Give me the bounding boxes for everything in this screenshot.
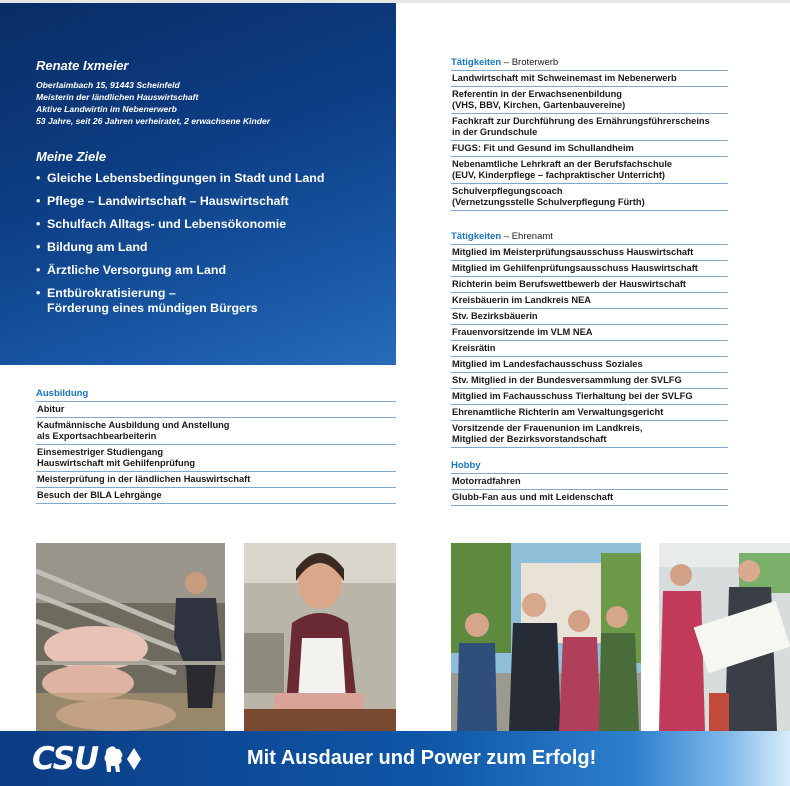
table-row: Mitglied im Fachausschuss Tierhaltung bei der SVLFG bbox=[451, 389, 728, 405]
ausbildung-table bbox=[36, 388, 396, 504]
broterwerb-heading-text: Tätigkeiten bbox=[451, 57, 502, 68]
profile-address: Oberlaimbach 15, 91443 Scheinfeld bbox=[36, 80, 180, 90]
goal-item bbox=[36, 171, 386, 186]
ausbildung-heading bbox=[36, 388, 396, 402]
goal-text: Pflege – Landwirtschaft – Hauswirtschaft bbox=[47, 194, 289, 208]
table-row: Fachkraft zur Durchführung des Ernährungsführerscheins in der Grundschule bbox=[451, 114, 728, 141]
bullet-icon: • bbox=[36, 217, 41, 231]
broterwerb-heading bbox=[451, 57, 728, 71]
goal-item bbox=[36, 263, 386, 278]
profile-name: Renate Ixmeier bbox=[36, 58, 129, 73]
table-row: Frauenvorsitzende im VLM NEA bbox=[451, 325, 728, 341]
table-row: Kreisbäuerin im Landkreis NEA bbox=[451, 293, 728, 309]
profile-title: Meisterin der ländlichen Hauswirtschaft bbox=[36, 92, 199, 102]
goal-item bbox=[36, 217, 386, 232]
csu-logo bbox=[32, 741, 141, 777]
table-row: FUGS: Fit und Gesund im Schullandheim bbox=[451, 141, 728, 157]
photo-kitchen bbox=[244, 543, 396, 731]
hobby-heading-text: Hobby bbox=[451, 460, 481, 471]
goal-item bbox=[36, 194, 386, 209]
table-row: Glubb-Fan aus und mit Leidenschaft bbox=[451, 490, 728, 506]
table-row: Kreisrätin bbox=[451, 341, 728, 357]
goal-item bbox=[36, 240, 386, 255]
photo-pig-barn bbox=[36, 543, 225, 731]
goal-text: Bildung am Land bbox=[47, 240, 148, 254]
goal-text: Schulfach Alltags- und Lebensökonomie bbox=[47, 217, 287, 231]
goal-text: Ärztliche Versorgung am Land bbox=[47, 263, 227, 277]
bullet-icon: • bbox=[36, 286, 41, 300]
hobby-table bbox=[451, 460, 728, 506]
profile-role: Aktive Landwirtin im Nebenerwerb bbox=[36, 104, 177, 114]
table-row: Richterin beim Berufswettbewerb der Hauswirtschaft bbox=[451, 277, 728, 293]
goal-text: Entbürokratisierung – Förderung eines mündigen Bürgers bbox=[47, 286, 258, 315]
broterwerb-table bbox=[451, 57, 728, 211]
lion-icon bbox=[101, 744, 125, 774]
goals-list bbox=[36, 171, 386, 316]
table-row: Motorradfahren bbox=[451, 474, 728, 490]
table-row: Stv. Bezirksbäuerin bbox=[451, 309, 728, 325]
goal-item bbox=[36, 286, 386, 316]
goals-heading: Meine Ziele bbox=[36, 149, 107, 164]
profile-family: 53 Jahre, seit 26 Jahren verheiratet, 2 erwachsene Kinder bbox=[36, 116, 271, 126]
table-row: Mitglied im Landesfachausschuss Soziales bbox=[451, 357, 728, 373]
photo-group-event bbox=[451, 543, 641, 731]
table-row: Kaufmännische Ausbildung und Anstellung als Exportsachbearbeiterin bbox=[36, 418, 396, 445]
broterwerb-heading-suffix: – Broterwerb bbox=[501, 57, 559, 68]
goal-text: Gleiche Lebensbedingungen in Stadt und Land bbox=[47, 171, 325, 185]
table-row: Referentin in der Erwachsenenbildung (VHS, BBV, Kirchen, Gartenbauvereine) bbox=[451, 87, 728, 114]
table-row: Mitglied im Meisterprüfungsausschuss Hauswirtschaft bbox=[451, 245, 728, 261]
table-row: Nebenamtliche Lehrkraft an der Berufsfachschule (EUV, Kinderpflege – fachpraktischer Unterricht) bbox=[451, 157, 728, 184]
table-row: Meisterprüfung in der ländlichen Hauswirtschaft bbox=[36, 472, 396, 488]
ehrenamt-heading-suffix: – Ehrenamt bbox=[501, 231, 553, 242]
table-row: Landwirtschaft mit Schweinemast im Nebenerwerb bbox=[451, 71, 728, 87]
bullet-icon: • bbox=[36, 171, 41, 185]
slogan: Mit Ausdauer und Power zum Erfolg! bbox=[247, 747, 597, 769]
table-row: Ehrenamtliche Richterin am Verwaltungsgericht bbox=[451, 405, 728, 421]
ehrenamt-table bbox=[451, 231, 728, 448]
profile-panel bbox=[0, 3, 396, 365]
footer-band bbox=[0, 731, 790, 786]
ehrenamt-heading bbox=[451, 231, 728, 245]
table-row: Mitglied im Gehilfenprüfungsausschuss Hauswirtschaft bbox=[451, 261, 728, 277]
bullet-icon: • bbox=[36, 240, 41, 254]
photo-check-handover bbox=[659, 543, 790, 731]
table-row: Abitur bbox=[36, 402, 396, 418]
table-row: Schulverpflegungscoach (Vernetzungsstelle Schulverpflegung Fürth) bbox=[451, 184, 728, 211]
ehrenamt-heading-text: Tätigkeiten bbox=[451, 231, 502, 242]
diamond-icon bbox=[127, 748, 141, 770]
ausbildung-heading-text: Ausbildung bbox=[36, 388, 89, 399]
hobby-heading bbox=[451, 460, 728, 474]
bullet-icon: • bbox=[36, 194, 41, 208]
table-row: Einsemestriger Studiengang Hauswirtschaft mit Gehilfenprüfung bbox=[36, 445, 396, 472]
table-row: Besuch der BILA Lehrgänge bbox=[36, 488, 396, 504]
bullet-icon: • bbox=[36, 263, 41, 277]
table-row: Vorsitzende der Frauenunion im Landkreis, Mitglied der Bezirksvorstandschaft bbox=[451, 421, 728, 448]
logo-text: CSU bbox=[32, 741, 99, 777]
table-row: Stv. Mitglied in der Bundesversammlung der SVLFG bbox=[451, 373, 728, 389]
